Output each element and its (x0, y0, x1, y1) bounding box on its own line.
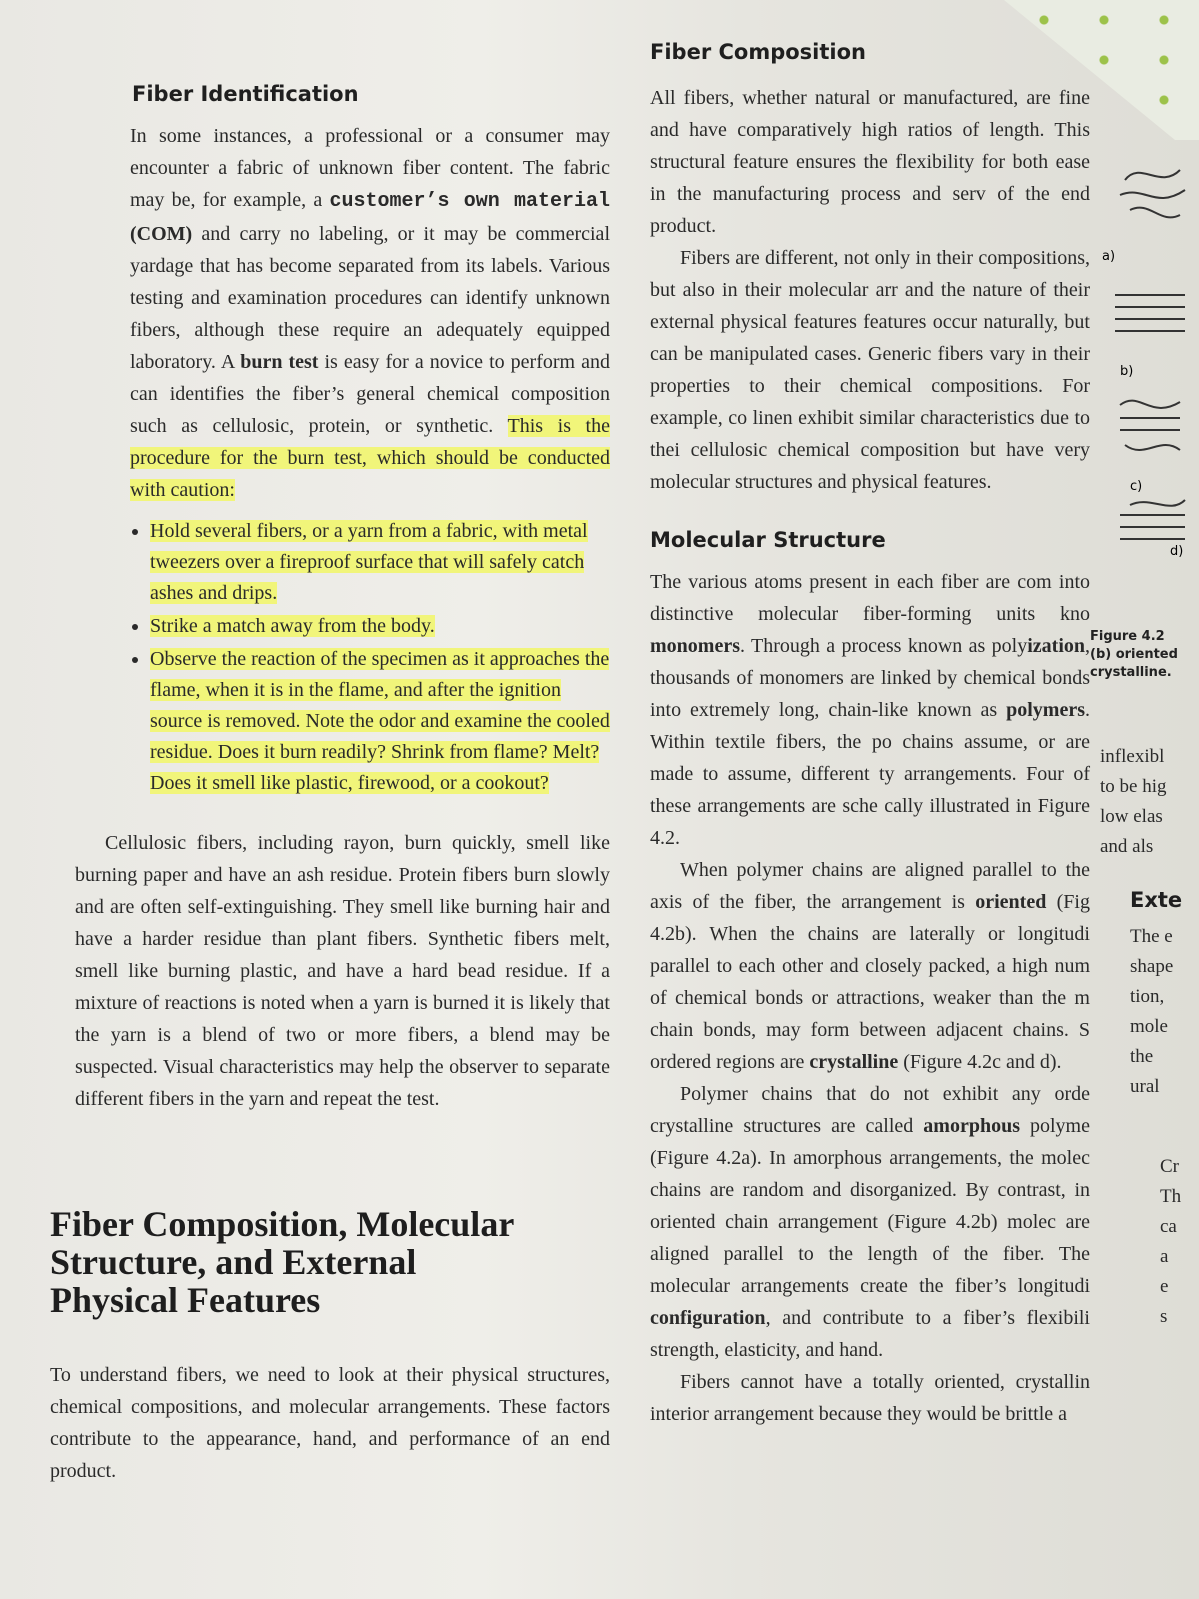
molecular-paragraph: The various atoms present in each fiber are com into distinctive molecular fiber-forming units kno monomers. Through a process known as polyization, thousands of monomers are linked by chemical bonds into extremely long, chain-like known as polymers. Within textile fibers, the po chains assume, or are made to assume, different ty arrangements. Four of these arrangements are sche cally illustrated in Figure 4.2. (650, 571, 1090, 849)
burn-results-paragraph: Cellulosic fibers, including rayon, burn quickly, smell like burning paper and have an ash residue. Protein fibers burn slowly and are often self-extinguishing. They smell like burning hair and have a harder residue than plant fibers. Synthetic fibers melt, smell like burning plastic, and have a hard bead residue. If a mixture of reactions is noted when a yarn is burned it is likely that the yarn is a blend of two or more fibers, a blend may be suspected. Visual characteristics may help the observer to separate different fibers in the yarn and repeat the test. (75, 832, 610, 1110)
crystalline-oriented-chains (1120, 500, 1185, 539)
figure-label: b) (1120, 364, 1134, 379)
burn-test-steps (50, 516, 610, 799)
right-column (650, 40, 1090, 1430)
next-page-edge (1090, 140, 1199, 1332)
section-heading: Fiber Composition, Molecular Structure, and External Physical Features (50, 1204, 514, 1320)
fiber-differences-paragraph: Fibers are different, not only in their compositions, but also in their molecular arr and the nature of their external physical features features occur naturally, but can be manipulated cases. Generic fibers vary in their properties to their chemical compositions. For example, co linen exhibit similar characteristics due to thei cellulosic chemical composition but have very molecular structures and physical features. (650, 247, 1090, 493)
list-item: • Strike a match away from the body. (150, 611, 610, 642)
fiber-composition-heading: Fiber Composition (650, 40, 866, 64)
amorphous-paragraph: Polymer chains that do not exhibit any orde crystalline structures are called amorphous polyme (Figure 4.2a). In amorphous arrangements, the molec chains are random and disorganized. By contrast, in oriented chain arrangement (Figure 4.2b) molec are aligned parallel to the length of the fiber. The molecular arrangements create the fiber’s longitudi configuration, and contribute to a fiber’s flexibili strength, elasticity, and hand. (650, 1083, 1090, 1361)
external-heading: Exte (1130, 888, 1183, 912)
highlighted-text: This is the procedure for the burn test, which should be conducted with caution: (130, 415, 610, 501)
molecular-structure-heading: Molecular Structure (650, 528, 886, 552)
amorphous-chains (1120, 170, 1185, 217)
text-fragment: inflexibl to be hig low elas and als (1100, 746, 1167, 857)
list-item: • Hold several fibers, or a yarn from a fabric, with metal tweezers over a fireproof surface that will safely catch ashes and drips. (150, 516, 610, 609)
figure-label: d) (1170, 544, 1184, 559)
text-fragment: Cr Th ca a e s (1160, 1156, 1182, 1327)
figure-label: c) (1130, 479, 1143, 494)
orientation-paragraph: When polymer chains are aligned parallel to the axis of the fiber, the arrangement is oriented (Fig 4.2b). When the chains are laterally or longitudi parallel to each other and closely packed, a high num of chemical bonds or attractions, weaker than the m chain bonds, may form between adjacent chains. S ordered regions are crystalline (Figure 4.2c and d). (650, 859, 1090, 1073)
composition-paragraph: All fibers, whether natural or manufactured, are fine and have comparatively high ratios of length. This structural feature ensures the flexibility for both ease in the manufacturing process and serv of the end product. (650, 87, 1090, 237)
oriented-chains (1115, 295, 1185, 331)
crystalline-limit-paragraph: Fibers cannot have a totally oriented, crystallin interior arrangement because they would be brittle a (650, 1371, 1090, 1425)
fiber-identification-heading: Fiber Identification (132, 82, 359, 106)
identification-paragraph: In some instances, a professional or a consumer may encounter a fabric of unknown fiber content. The fabric may be, for example, a customer’s own material (COM) and carry no labeling, or it may be commercial yardage that has become separated from its labels. Various testing and examination procedures can identify unknown fibers, although these require an adequately equipped laboratory. A burn test is easy for a novice to perform and can identifies the fiber’s general chemical composition such as cellulosic, protein, or synthetic. This is the procedure for the burn test, which should be conducted with caution: (130, 125, 610, 501)
figure-caption: Figure 4.2 (b) oriented crystalline. (1090, 629, 1178, 680)
left-column (50, 70, 610, 1487)
figure-label: a) (1102, 249, 1116, 264)
text-fragment: The e shape tion, mole the ural (1130, 926, 1174, 1097)
intro-paragraph: To understand fibers, we need to look at their physical structures, chemical compositions, and molecular arrangements. These factors contribute to the appearance, hand, and performance of an end product. (50, 1364, 610, 1482)
list-item: • Observe the reaction of the specimen as it approaches the flame, when it is in the flame, and after the ignition source is removed. Note the odor and examine the cooled residue. Does it burn readily? Shrink from flame? Melt? Does it smell like plastic, firewood, or a cookout? (150, 644, 610, 799)
molecular-figure (1100, 140, 1190, 560)
crystalline-chains (1120, 401, 1180, 450)
